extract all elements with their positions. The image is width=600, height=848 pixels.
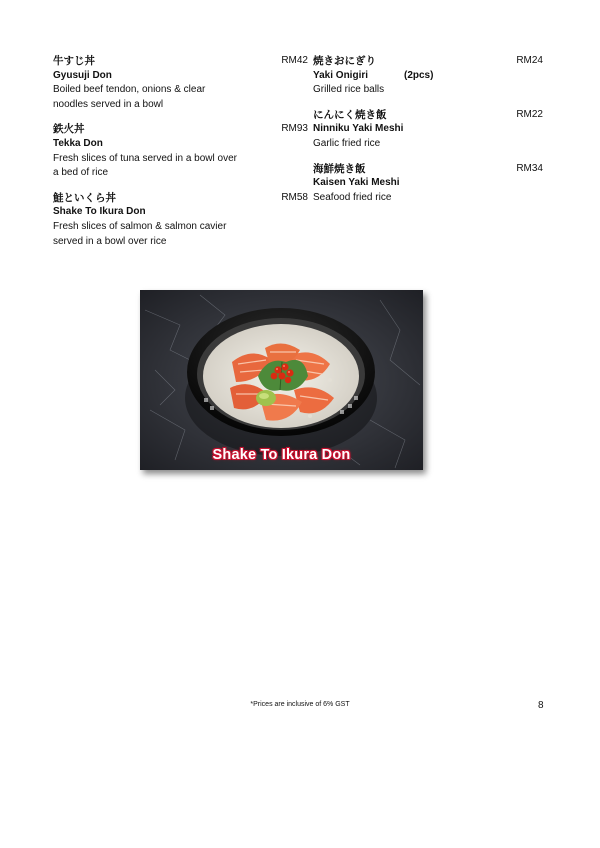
item-japanese-name: 鮭といくら丼 [53, 191, 116, 204]
item-price: RM58 [281, 191, 308, 203]
menu-item-ninniku-yaki-meshi [313, 108, 543, 152]
item-japanese-name: にんにく焼き飯 [313, 108, 387, 121]
item-price: RM22 [516, 108, 543, 120]
item-japanese-name: 鉄火丼 [53, 123, 85, 136]
item-japanese-name: 海鮮焼き飯 [313, 162, 366, 175]
salmon-bowl-illustration [140, 290, 423, 470]
item-japanese-name: 焼きおにぎり [313, 55, 376, 67]
menu-item-yaki-onigiri [313, 54, 543, 98]
item-description-line: Garlic fried rice [313, 137, 381, 149]
menu-item-shake-to-ikura-don [53, 191, 308, 249]
right-menu-column [313, 54, 543, 215]
item-japanese-name: 牛すじ丼 [53, 55, 95, 67]
item-description-line: a bed of rice [53, 167, 109, 179]
item-english-name: Kaisen Yaki Meshi [313, 177, 400, 189]
item-description-line: noodles served in a bowl [53, 98, 164, 110]
item-description-line: Boiled beef tendon, onions & clear [53, 84, 206, 96]
dish-photo [140, 290, 423, 470]
menu-item-tekka-don [53, 122, 308, 180]
menu-item-gyusuji-don [53, 54, 308, 112]
item-description-line: Fresh slices of tuna served in a bowl over [53, 152, 237, 164]
item-description-line: served in a bowl over rice [53, 235, 167, 247]
item-description-line: Seafood fried rice [313, 191, 392, 203]
item-quantity: (2pcs) [404, 69, 434, 81]
item-english-name: Tekka Don [53, 137, 103, 149]
page-number: 8 [538, 700, 544, 711]
item-description-line: Grilled rice balls [313, 84, 385, 96]
left-menu-column [53, 54, 308, 259]
item-price: RM93 [281, 123, 308, 135]
item-english-name: Ninniku Yaki Meshi [313, 123, 404, 135]
item-english-name-text: Yaki Onigiri [313, 69, 369, 81]
photo-caption: Shake To Ikura Don [212, 447, 351, 463]
item-price: RM34 [516, 162, 543, 174]
menu-item-kaisen-yaki-meshi [313, 162, 543, 206]
item-english-name [313, 69, 543, 84]
item-description-line: Fresh slices of salmon & salmon cavier [53, 220, 227, 232]
price-footnote: *Prices are inclusive of 6% GST [250, 701, 350, 708]
item-price: RM24 [516, 55, 543, 66]
item-english-name: Shake To Ikura Don [53, 206, 146, 218]
item-english-name: Gyusuji Don [53, 69, 112, 81]
item-price: RM42 [281, 55, 308, 66]
